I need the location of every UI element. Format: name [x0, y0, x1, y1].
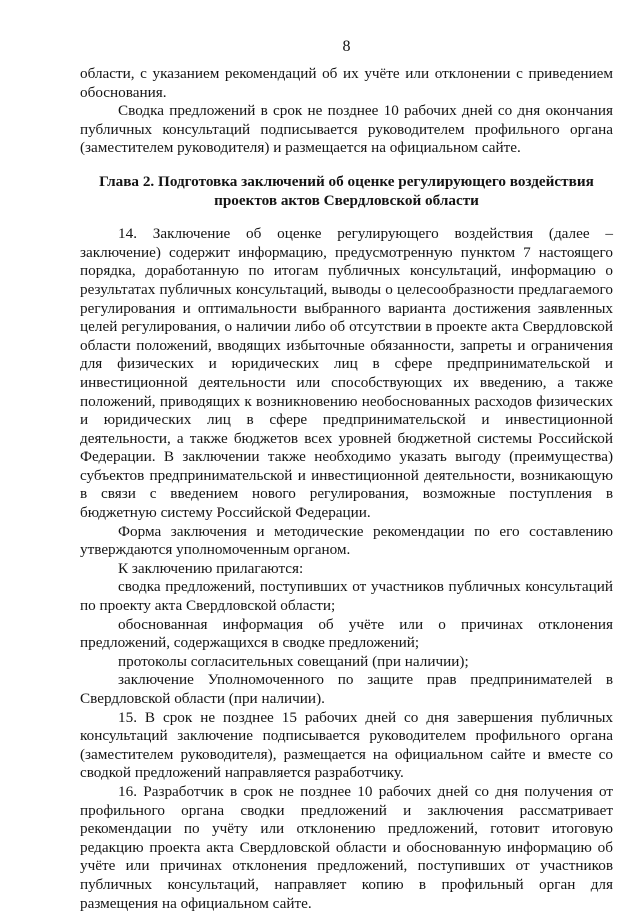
attachment-item-ombudsman: заключение Уполномоченного по защите прав предпринимателей в Свердловской области (при наличии).: [80, 671, 613, 707]
document-page: [80, 38, 613, 913]
paragraph-form-approval: Форма заключения и методические рекомендации по его составлению утверждаются уполномоченным органом.: [80, 522, 613, 559]
attachment-item-justification: обоснованная информация об учёте или о причинах отклонения предложений, содержащихся в сводке предложений;: [80, 615, 613, 652]
paragraph-attachments-intro: К заключению прилагаются:: [118, 559, 304, 577]
paragraph-15: 15. В срок не позднее 15 рабочих дней со дня завершения публичных консультаций заключение подписывается руководителем профильного органа (заместителем руководителя), размещается на официальном сайте и вместе со сводкой предложений направляется разработчику.: [80, 708, 613, 782]
paragraph-16: 16. Разработчик в срок не позднее 10 рабочих дней со дня получения от профильного органа сводки предложений и заключения рассматривает рекомендации по учёту или отклонению предложений, готовит итоговую редакцию проекта акта Свердловской области и обоснованную информацию об учёте или причинах отклонения предложений, поступивших от участников публичных консультаций, направляет копию в профильный орган для размещения на официальном сайте.: [80, 782, 613, 912]
page-number: 8: [342, 38, 351, 55]
attachment-item-protocols: протоколы согласительных совещаний (при наличии);: [118, 652, 469, 670]
paragraph-14: 14. Заключение об оценке регулирующего воздействия (далее – заключение) содержит информацию, предусмотренную пунктом 7 настоящего порядка, доработанную по итогам публичных консультаций, информацию о результатах публичных консультаций, выводы о целесообразности предлагаемого регулирования и оптимальности выбранного варианта достижения заявленных целей регулирования, о наличии либо об отсутствии в проекте акта Свердловской области положений, вводящих избыточные обязанности, запреты и ограничения для физических и юридических лиц в сфере предпринимательской и инвестиционной деятельности или способствующих их введению, а также положений, приводящих к возникновению необоснованных расходов физических и юридических лиц в сфере предпринимательской и инвестиционной деятельности, а также бюджетов всех уровней бюджетной системы Российской Федерации. В заключении также необходимо указать выгоду (преимущества) субъектов предпринимательской и инвестиционной деятельности, возникающую в связи с введением нового регулирования, возможные поступления в бюджетную систему Российской Федерации.: [80, 225, 613, 522]
paragraph-continuation: области, с указанием рекомендаций об их учёте или отклонении с приведением обоснования.: [80, 65, 613, 101]
attachment-item-summary: сводка предложений, поступивших от участников публичных консультаций по проекту акта Свердловской области;: [80, 578, 613, 615]
chapter-title: Глава 2. Подготовка заключений об оценке регулирующего воздействия проектов актов Свердловской области: [99, 172, 594, 209]
paragraph-summary-signing: Сводка предложений в срок не позднее 10 рабочих дней со дня окончания публичных консультаций подписывается руководителем профильного органа (заместителем руководителя) и размещается на официальном сайте.: [80, 102, 613, 157]
